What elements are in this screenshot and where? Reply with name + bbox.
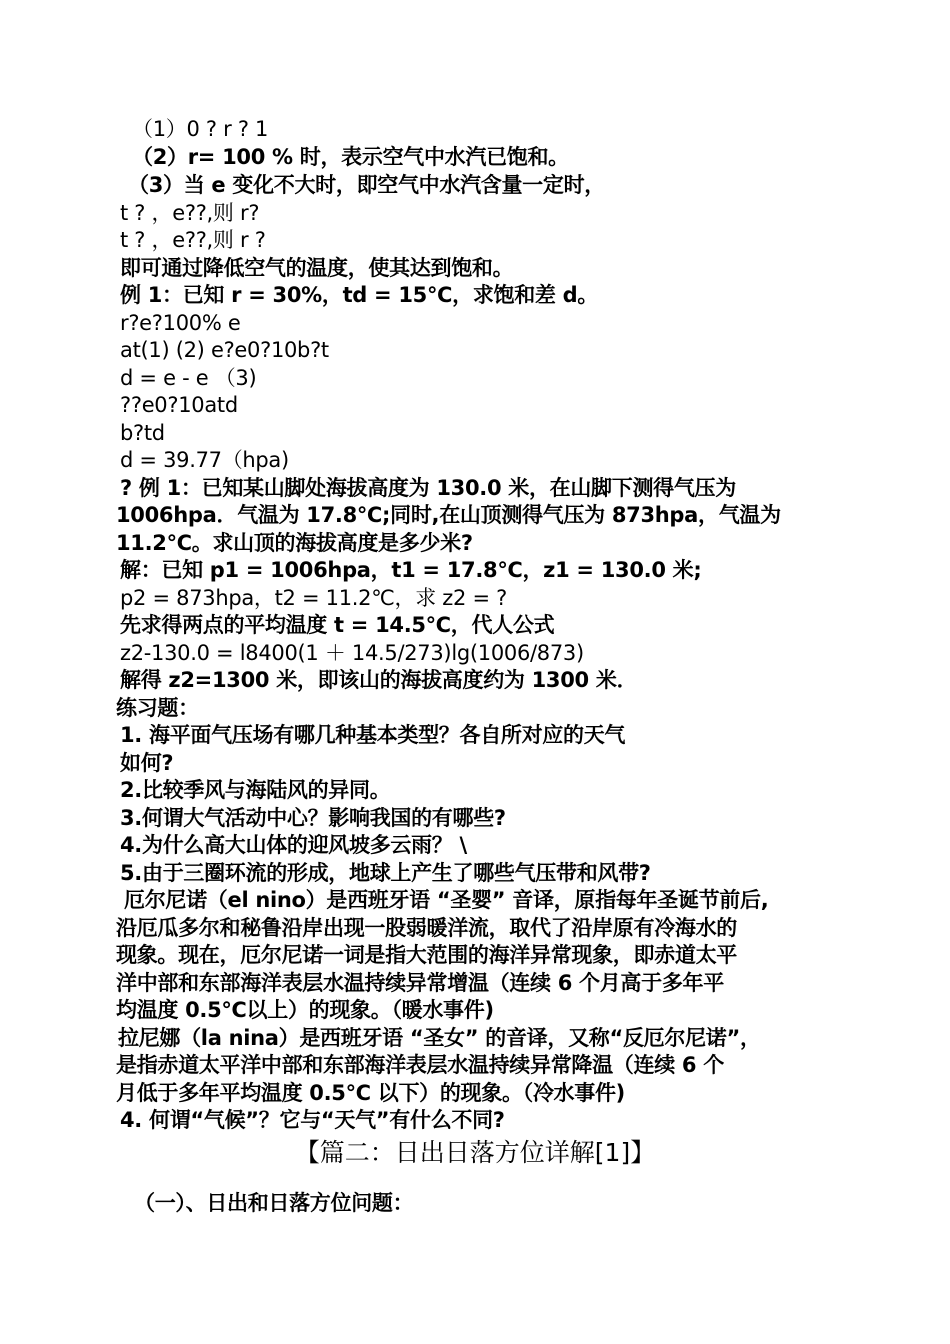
text-line-26: 3.何谓大气活动中心？影响我国的有哪些? — [120, 806, 506, 830]
text-line-30: 沿厄瓜多尔和秘鲁沿岸出现一股弱暖洋流，取代了沿岸原有冷海水的 — [116, 916, 737, 940]
text-line-28: 5.由于三圈环流的形成，地球上产生了哪些气压带和风带? — [120, 861, 651, 885]
text-line-35: 是指赤道太平洋中部和东部海洋表层水温持续异常降温（连续 6 个 — [116, 1053, 724, 1077]
text-line-8: r?e?100% e — [120, 311, 241, 335]
text-line-23: 1. 海平面气压场有哪几种基本类型？各自所对应的天气 — [120, 723, 626, 747]
text-line-32: 洋中部和东部海洋表层水温持续异常增温（连续 6 个月高于多年平 — [116, 971, 724, 995]
text-line-22: 练习题： — [116, 696, 199, 720]
section-title: 【篇二：日出日落方位详解[1]】 — [294, 1138, 656, 1167]
text-line-16: 11.2℃。求山顶的海拔高度是多少米? — [116, 531, 473, 555]
text-line-4: t ? ，e??,则 r? — [120, 201, 260, 225]
text-line-2: （2）r= 100 % 时，表示空气中水汽已饱和。 — [132, 145, 569, 169]
text-line-1: （1）0 ? r ? 1 — [132, 117, 269, 141]
text-line-25: 2.比较季风与海陆风的异同。 — [120, 778, 391, 802]
text-line-13: d = 39.77（hpa) — [120, 448, 289, 472]
text-line-17: 解：已知 p1 = 1006hpa，t1 = 17.8℃，z1 = 130.0 米; — [120, 558, 702, 582]
text-line-7: 例 1：已知 r = 30%，td = 15℃，求饱和差 d。 — [120, 283, 599, 307]
text-line-15: 1006hpa．气温为 17.8℃;同时,在山顶测得气压为 873hpa，气温为 — [116, 503, 781, 527]
text-line-27: 4.为什么高大山体的迎风坡多云雨？ \ — [120, 833, 467, 857]
text-line-10: d = e - e （3) — [120, 366, 257, 390]
text-line-29: 厄尔尼诺（el nino）是西班牙语 “圣婴” 音译，原指每年圣诞节前后, — [124, 888, 769, 912]
text-line-19: 先求得两点的平均温度 t = 14.5℃，代人公式 — [120, 613, 555, 637]
text-line-34: 拉尼娜（la nina）是西班牙语 “圣女” 的音译，又称“反厄尔尼诺”， — [118, 1026, 761, 1050]
text-line-37: 4. 何谓“气候”？它与“天气”有什么不同? — [120, 1108, 505, 1132]
text-line-21: 解得 z2=1300 米，即该山的海拔高度约为 1300 米． — [120, 668, 638, 692]
text-line-5: t ? ，e??,则 r ? — [120, 228, 266, 252]
text-line-18: p2 = 873hpa，t2 = 11.2℃，求 z2 = ? — [120, 586, 507, 610]
text-line-24: 如何? — [120, 751, 174, 775]
text-line-3: （3）当 e 变化不大时，即空气中水汽含量一定时， — [128, 173, 605, 197]
text-line-11: ??e0?10atd — [120, 393, 238, 417]
text-line-33: 均温度 0.5℃以上）的现象。（暖水事件) — [116, 998, 494, 1022]
text-line-20: z2-130.0 = l8400(1 ＋ 14.5/273)lg(1006/873) — [120, 641, 584, 665]
text-line-9: at(1) (2) e?e0?10b?t — [120, 338, 329, 362]
text-line-14: ? 例 1：已知某山脚处海拔高度为 130.0 米，在山脚下测得气压为 — [120, 476, 736, 500]
text-line-31: 现象。现在，厄尔尼诺一词是指大范围的海洋异常现象，即赤道太平 — [116, 943, 737, 967]
text-line-6: 即可通过降低空气的温度，使其达到饱和。 — [120, 256, 514, 280]
text-line-12: b?td — [120, 421, 165, 445]
text-line-36: 月低于多年平均温度 0.5℃ 以下）的现象。（冷水事件) — [116, 1081, 625, 1105]
subheading: （一）、日出和日落方位问题： — [134, 1191, 414, 1215]
